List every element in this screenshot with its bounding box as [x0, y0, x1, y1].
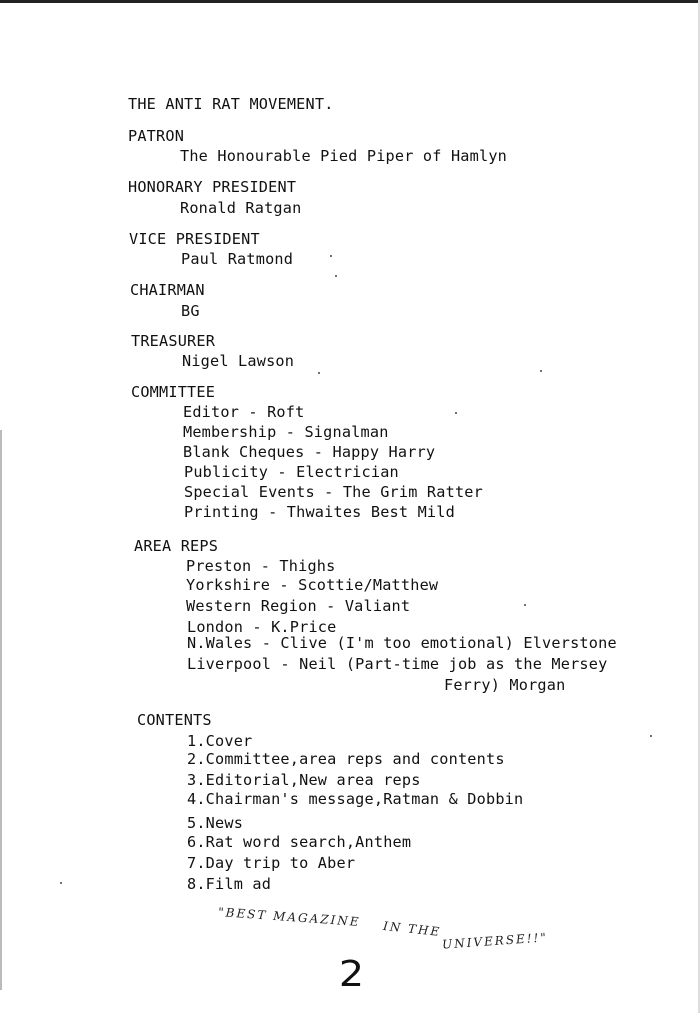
chairman-heading: CHAIRMAN [130, 281, 205, 299]
page-number: 2 [338, 954, 365, 995]
committee-item: Blank Cheques - Happy Harry [183, 443, 436, 461]
area-reps-heading: AREA REPS [134, 537, 219, 555]
committee-heading: COMMITTEE [131, 383, 216, 401]
scan-speck [455, 412, 457, 414]
handwritten-note-part-3: UNIVERSE!!" [441, 930, 549, 952]
area-rep-item: Yorkshire - Scottie/Matthew [186, 576, 439, 594]
scan-speck [540, 370, 542, 372]
scan-speck [524, 604, 526, 606]
contents-item: 7.Day trip to Aber [187, 854, 356, 872]
handwritten-note-part-1: "BEST MAGAZINE [217, 905, 362, 929]
scan-speck [335, 275, 337, 277]
committee-item: Publicity - Electrician [184, 463, 399, 481]
contents-item: 6.Rat word search,Anthem [187, 833, 412, 851]
contents-item: 4.Chairman's message,Ratman & Dobbin [187, 790, 524, 808]
handwritten-note-part-2: IN THE [382, 918, 442, 940]
committee-item: Printing - Thwaites Best Mild [184, 503, 455, 521]
patron-heading: PATRON [128, 127, 185, 145]
honorary-president-heading: HONORARY PRESIDENT [128, 178, 297, 196]
patron-name: The Honourable Pied Piper of Hamlyn [180, 147, 508, 165]
scan-speck [318, 372, 320, 374]
contents-item: 3.Editorial,New area reps [187, 771, 421, 789]
treasurer-heading: TREASURER [131, 332, 216, 350]
document-title: THE ANTI RAT MOVEMENT. [128, 95, 334, 113]
scan-speck [60, 882, 62, 884]
committee-item: Membership - Signalman [183, 423, 389, 441]
contents-item: 1.Cover [187, 732, 253, 750]
contents-item: 5.News [187, 814, 244, 832]
committee-item: Special Events - The Grim Ratter [184, 483, 483, 501]
honorary-president-name: Ronald Ratgan [180, 199, 302, 217]
chairman-name: BG [181, 302, 200, 320]
area-rep-item: London - K.Price [187, 618, 337, 636]
area-rep-item-continuation: Ferry) Morgan [444, 676, 566, 694]
treasurer-name: Nigel Lawson [182, 352, 295, 370]
page-left-edge [0, 430, 2, 990]
vice-president-name: Paul Ratmond [181, 250, 294, 268]
contents-heading: CONTENTS [137, 711, 212, 729]
scan-speck [650, 735, 652, 737]
contents-item: 2.Committee,area reps and contents [187, 750, 505, 768]
area-rep-item: Western Region - Valiant [186, 597, 411, 615]
contents-item: 8.Film ad [187, 875, 272, 893]
area-rep-item: N.Wales - Clive (I'm too emotional) Elverstone [187, 634, 617, 652]
area-rep-item: Preston - Thighs [186, 557, 336, 575]
vice-president-heading: VICE PRESIDENT [129, 230, 260, 248]
committee-item: Editor - Roft [183, 403, 305, 421]
scan-speck [330, 255, 332, 257]
area-rep-item: Liverpool - Neil (Part-time job as the Mersey [187, 655, 608, 673]
page-top-edge [0, 0, 700, 3]
